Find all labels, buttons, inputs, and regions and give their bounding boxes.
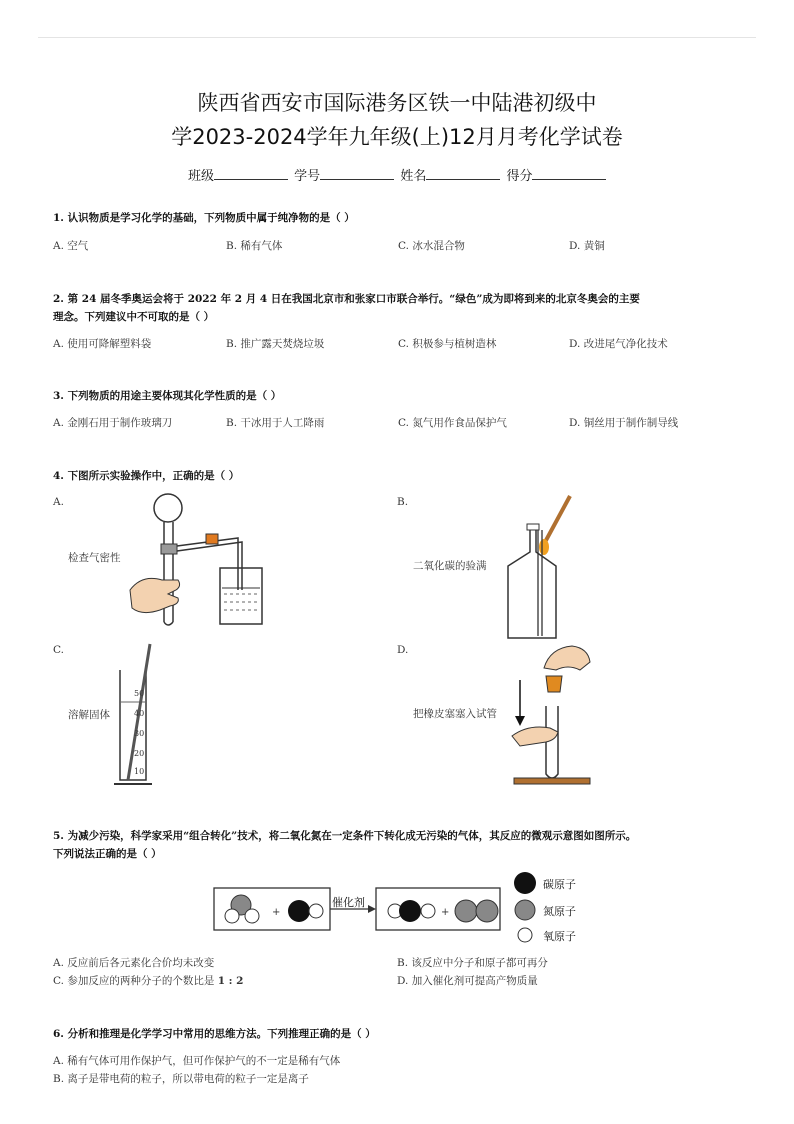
question-5-ratio: 1 : 2 bbox=[217, 975, 244, 987]
legend-carbon-label: 碳原子 bbox=[543, 878, 576, 891]
name-blank[interactable] bbox=[426, 167, 500, 180]
legend-nitrogen-label: 氮原子 bbox=[543, 905, 576, 918]
question-3-stem: 3. 下列物质的用途主要体现其化学性质的是（ ） bbox=[53, 390, 282, 402]
question-5-option-c bbox=[53, 973, 244, 989]
cylinder-scale-10: 10 bbox=[134, 767, 145, 776]
score-blank[interactable] bbox=[532, 167, 606, 180]
question-4-figure-d-letter: D. bbox=[397, 644, 409, 656]
question-4-figure-b-caption: 二氧化碳的验满 bbox=[413, 560, 487, 572]
cylinder-scale-20: 20 bbox=[134, 749, 145, 758]
products-plus-sign: + bbox=[441, 907, 450, 918]
question-4-figure-a-letter: A. bbox=[53, 496, 64, 508]
co-oxygen-atom bbox=[309, 904, 323, 918]
question-4-stem: 4. 下图所示实验操作中，正确的是（ ） bbox=[53, 470, 240, 482]
question-4-figure-c-caption: 溶解固体 bbox=[68, 709, 110, 721]
question-1-option-c: C. 冰水混合物 bbox=[398, 240, 465, 252]
student-number-label: 学号 bbox=[294, 169, 321, 184]
name-label: 姓名 bbox=[400, 169, 427, 184]
question-6-option-b: B. 离子是带电荷的粒子，所以带电荷的粒子一定是离子 bbox=[53, 1073, 309, 1085]
question-3-option-b: B. 干冰用于人工降雨 bbox=[226, 417, 325, 429]
no2-oxygen-atom-1 bbox=[225, 909, 239, 923]
question-4-figure-d-caption: 把橡皮塞塞入试管 bbox=[413, 708, 497, 720]
catalyst-label: 催化剂 bbox=[332, 896, 365, 909]
cylinder-scale-50: 50 bbox=[134, 689, 145, 698]
cylinder-scale-30: 30 bbox=[134, 729, 145, 738]
question-5-option-a: A. 反应前后各元素化合价均未改变 bbox=[53, 957, 215, 969]
reactants-plus-sign: + bbox=[272, 907, 281, 918]
question-1-stem: 1. 认识物质是学习化学的基础，下列物质中属于纯净物的是（ ） bbox=[53, 212, 355, 224]
stopper-insertion-illustration bbox=[510, 640, 610, 790]
student-number-blank[interactable] bbox=[320, 167, 394, 180]
score-label: 得分 bbox=[506, 169, 533, 184]
n2-nitrogen-atom-1 bbox=[455, 900, 477, 922]
legend-carbon-swatch bbox=[514, 872, 536, 894]
no2-oxygen-atom-2 bbox=[245, 909, 259, 923]
co2-full-test-illustration bbox=[500, 490, 590, 642]
question-5-stem-line-1: 5. 为减少污染，科学家采用“组合转化”技术，将二氧化氮在一定条件下转化成无污染的气体，其反应的微观示意图如图所示。 bbox=[53, 830, 637, 842]
dissolving-solid-graduated-cylinder bbox=[110, 640, 160, 790]
question-6-stem: 6. 分析和推理是化学学习中常用的思维方法。下列推理正确的是（ ） bbox=[53, 1028, 376, 1040]
reaction-micro-diagram bbox=[210, 868, 610, 948]
question-2-option-d: D. 改进尾气净化技术 bbox=[569, 338, 668, 350]
question-4-figure-a-caption: 检查气密性 bbox=[68, 552, 121, 564]
co2-carbon-atom bbox=[399, 900, 421, 922]
question-3-option-c: C. 氮气用作食品保护气 bbox=[398, 417, 507, 429]
exam-title-line-1: 陕西省西安市国际港务区铁一中陆港初级中 bbox=[197, 91, 597, 115]
question-4-figure-c-letter: C. bbox=[53, 644, 64, 656]
question-2-stem-line-1: 2. 第 24 届冬季奥运会将于 2022 年 2 月 4 日在我国北京市和张家口市联合举行。“绿色”成为即将到来的北京冬奥会的主要 bbox=[53, 293, 640, 305]
question-1-option-d: D. 黄铜 bbox=[569, 240, 605, 252]
question-2-option-a: A. 使用可降解塑料袋 bbox=[53, 338, 152, 350]
question-2-option-c: C. 积极参与植树造林 bbox=[398, 338, 497, 350]
cylinder-scale-40: 40 bbox=[134, 709, 145, 718]
question-2-option-b: B. 推广露天焚烧垃圾 bbox=[226, 338, 325, 350]
legend-nitrogen-swatch bbox=[515, 900, 535, 920]
question-1-option-a: A. 空气 bbox=[53, 240, 89, 252]
question-5-option-b: B. 该反应中分子和原子都可再分 bbox=[397, 957, 548, 969]
exam-title-line-2: 学2023-2024学年九年级(上)12月月考化学试卷 bbox=[171, 125, 623, 149]
class-label: 班级 bbox=[188, 169, 215, 184]
co-carbon-atom bbox=[288, 900, 310, 922]
question-5-stem-line-2: 下列说法正确的是（ ） bbox=[53, 848, 162, 860]
airtightness-check-illustration bbox=[120, 490, 280, 630]
class-blank[interactable] bbox=[214, 167, 288, 180]
question-1-option-b: B. 稀有气体 bbox=[226, 240, 283, 252]
page-top-rule bbox=[38, 37, 756, 38]
legend-oxygen-swatch bbox=[518, 928, 532, 942]
question-6-option-a: A. 稀有气体可用作保护气，但可作保护气的不一定是稀有气体 bbox=[53, 1055, 341, 1067]
legend-oxygen-label: 氧原子 bbox=[543, 930, 576, 943]
question-4-figure-b-letter: B. bbox=[397, 496, 409, 508]
student-info-row bbox=[188, 165, 608, 184]
question-3-option-a: A. 金刚石用于制作玻璃刀 bbox=[53, 417, 173, 429]
co2-oxygen-atom-2 bbox=[421, 904, 435, 918]
question-2-stem-line-2: 理念。下列建议中不可取的是（ ） bbox=[53, 311, 215, 323]
question-3-option-d: D. 铜丝用于制作制导线 bbox=[569, 417, 679, 429]
n2-nitrogen-atom-2 bbox=[476, 900, 498, 922]
question-5-option-c-text: C. 参加反应的两种分子的个数比是 bbox=[53, 975, 218, 987]
question-5-option-d: D. 加入催化剂可提高产物质量 bbox=[397, 975, 538, 987]
